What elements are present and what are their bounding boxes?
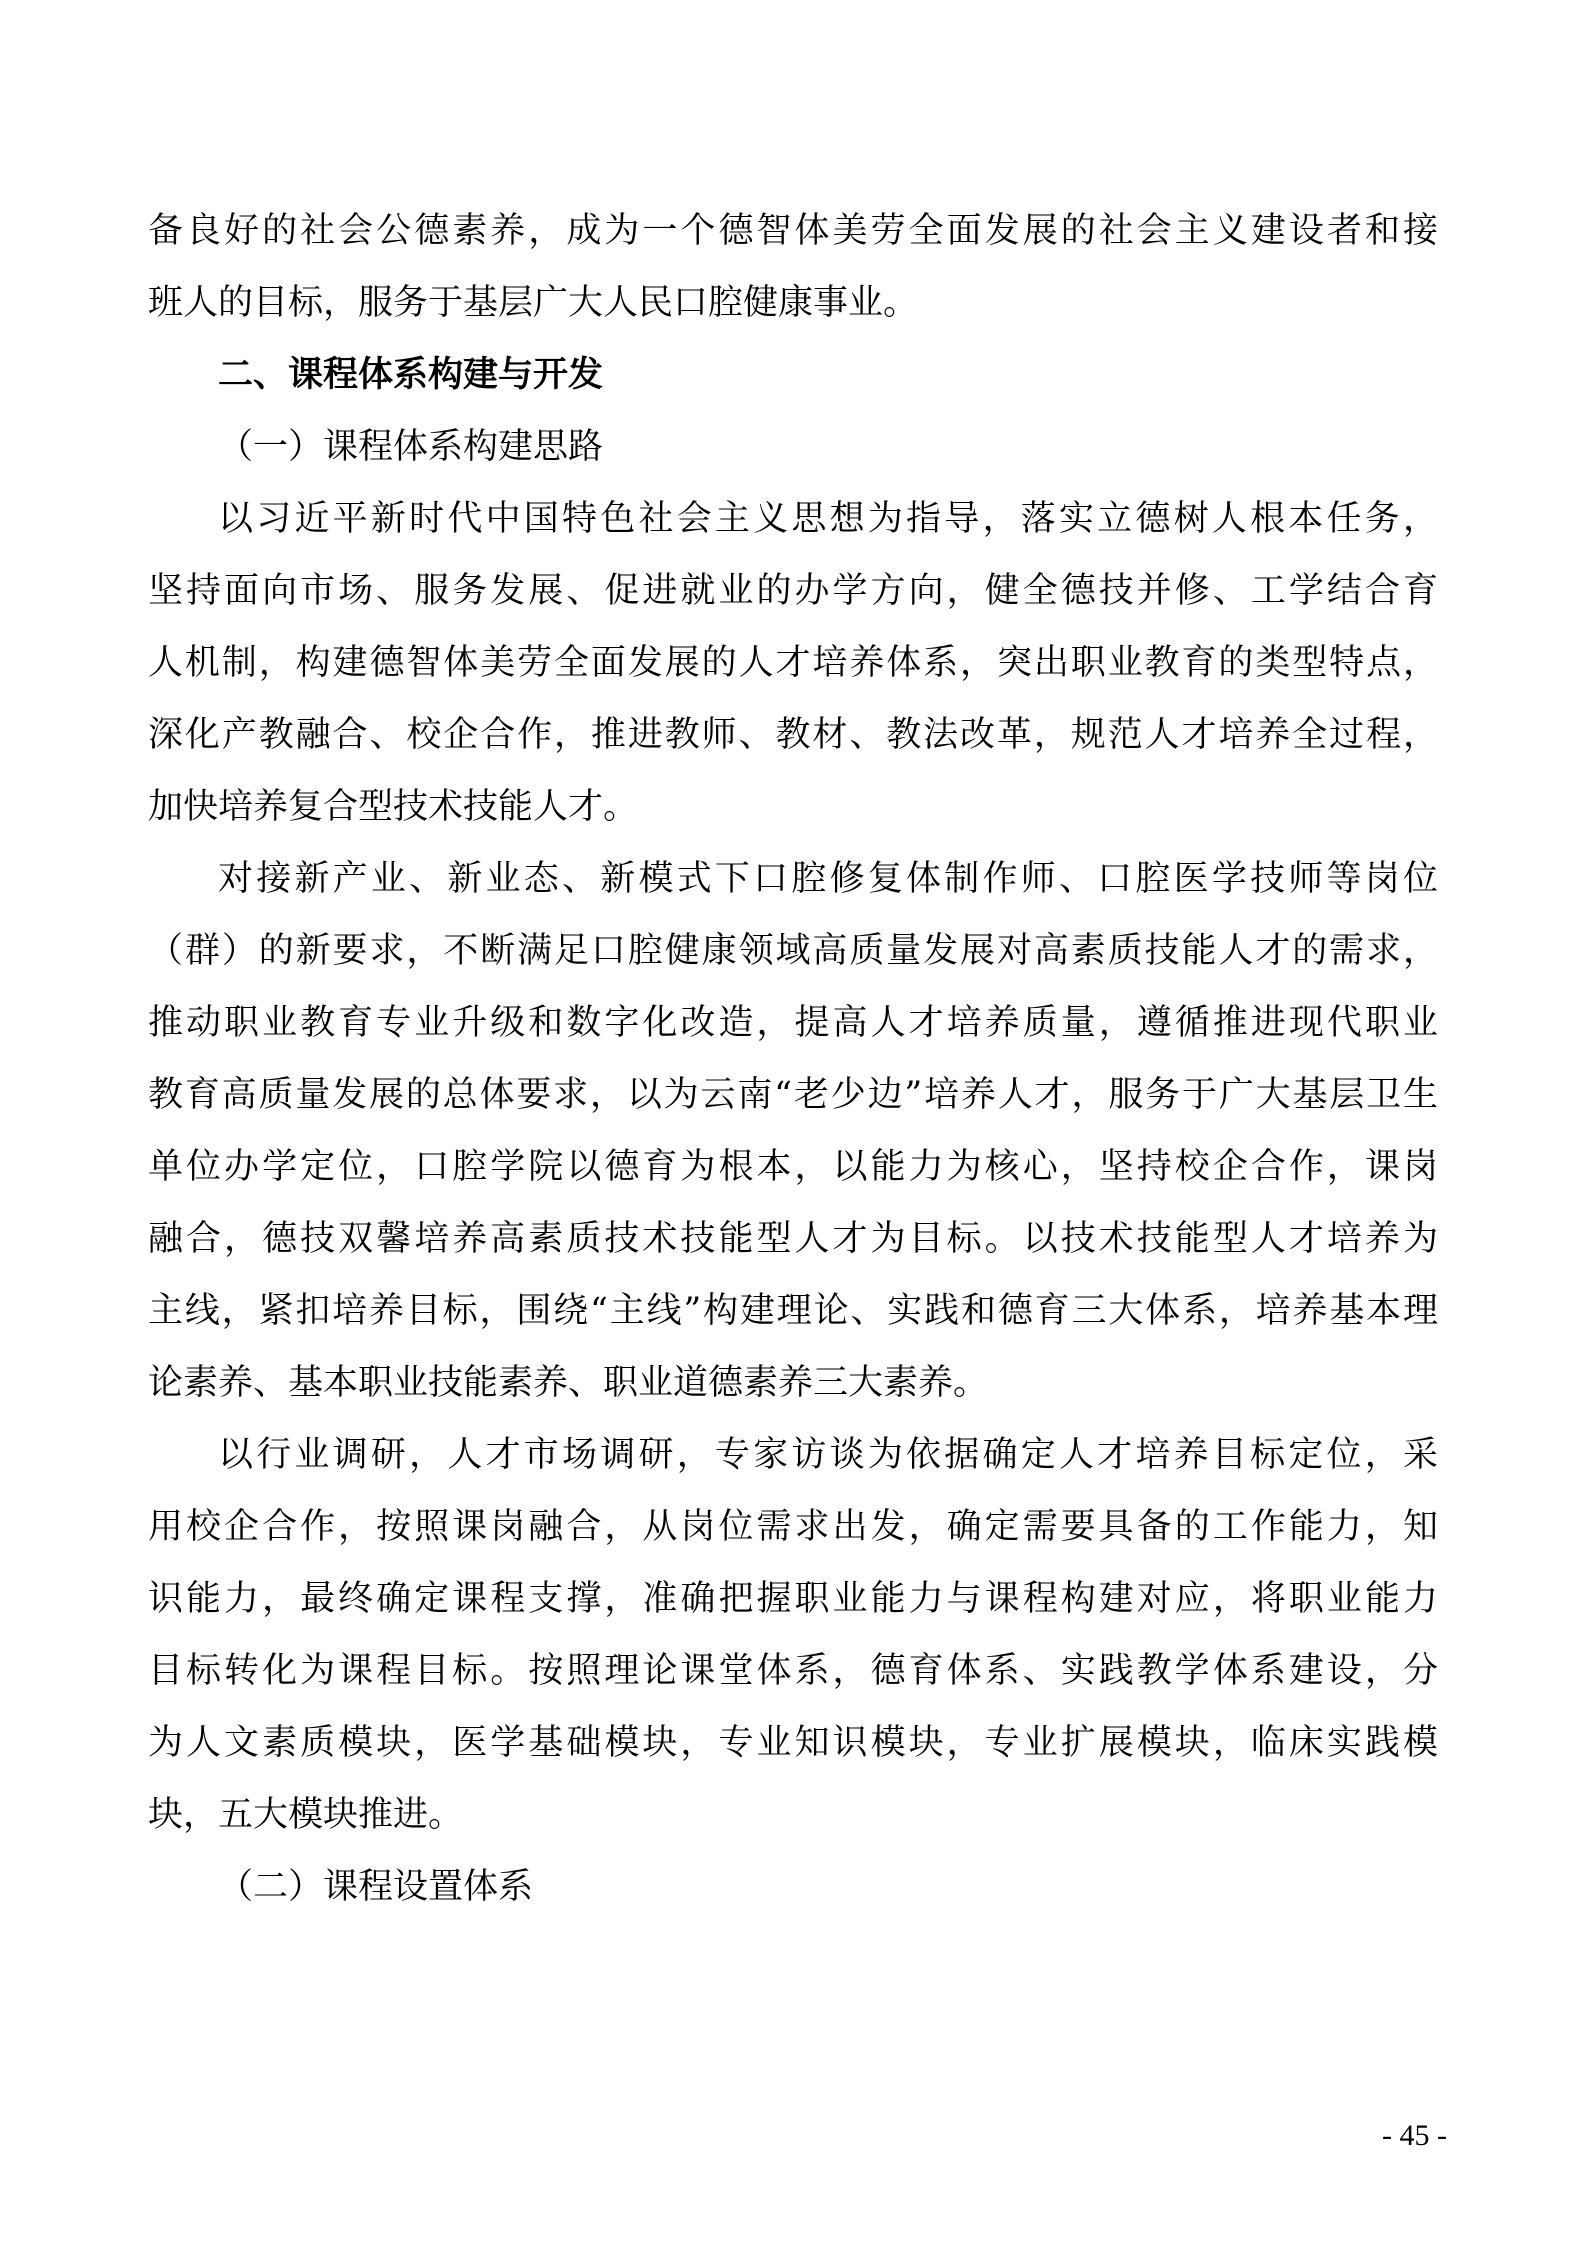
body-line: 论素养、基本职业技能素养、职业道德素养三大素养。 <box>148 1363 989 1403</box>
body-line: 为人文素质模块，医学基础模块，专业知识模块，专业扩展模块，临床实践模 <box>148 1723 1438 1763</box>
body-line: 坚持面向市场、服务发展、促进就业的办学方向，健全德技并修、工学结合育 <box>148 571 1438 611</box>
body-line: 对接新产业、新业态、新模式下口腔修复体制作师、口腔医学技师等岗位 <box>218 859 1438 899</box>
body-line: 以行业调研，人才市场调研，专家访谈为依据确定人才培养目标定位，采 <box>218 1435 1438 1475</box>
document-page <box>148 205 1438 1933</box>
body-line: 融合，德技双馨培养高素质技术技能型人才为目标。以技术技能型人才培养为 <box>148 1219 1438 1259</box>
body-line: （群）的新要求，不断满足口腔健康领域高质量发展对高素质技能人才的需求， <box>148 931 1438 971</box>
body-line: 目标转化为课程目标。按照理论课堂体系，德育体系、实践教学体系建设，分 <box>148 1651 1438 1691</box>
body-line: 推动职业教育专业升级和数字化改造，提高人才培养质量，遵循推进现代职业 <box>148 1003 1438 1043</box>
body-line: 备良好的社会公德素养，成为一个德智体美劳全面发展的社会主义建设者和接 <box>148 211 1438 251</box>
subsection-heading: （二）课程设置体系 <box>218 1867 534 1907</box>
page-number: - 45 - <box>1382 2119 1447 2152</box>
body-line: 班人的目标，服务于基层广大人民口腔健康事业。 <box>148 283 919 323</box>
body-line: 加快培养复合型技术技能人才。 <box>148 787 639 827</box>
subsection-heading: （一）课程体系构建思路 <box>218 427 604 467</box>
body-line: 用校企合作，按照课岗融合，从岗位需求出发，确定需要具备的工作能力，知 <box>148 1507 1438 1547</box>
body-line: 识能力，最终确定课程支撑，准确把握职业能力与课程构建对应，将职业能力 <box>148 1579 1438 1619</box>
body-line: 以习近平新时代中国特色社会主义思想为指导，落实立德树人根本任务， <box>218 499 1438 539</box>
body-line: 单位办学定位，口腔学院以德育为根本，以能力为核心，坚持校企合作，课岗 <box>148 1147 1438 1187</box>
section-heading: 二、课程体系构建与开发 <box>218 355 604 395</box>
body-line: 深化产教融合、校企合作，推进教师、教材、教法改革，规范人才培养全过程， <box>148 715 1438 755</box>
body-line: 人机制，构建德智体美劳全面发展的人才培养体系，突出职业教育的类型特点， <box>148 643 1438 683</box>
body-line: 块，五大模块推进。 <box>148 1795 464 1835</box>
body-line: 主线，紧扣培养目标，围绕“主线”构建理论、实践和德育三大体系，培养基本理 <box>148 1291 1438 1331</box>
body-line: 教育高质量发展的总体要求，以为云南“老少边”培养人才，服务于广大基层卫生 <box>148 1075 1438 1115</box>
